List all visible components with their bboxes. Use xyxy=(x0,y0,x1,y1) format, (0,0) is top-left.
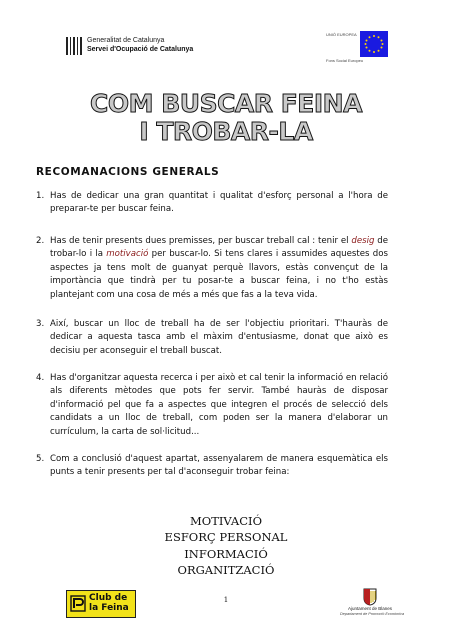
list-item-text: Has de tenir presents dues premisses, per buscar treball cal : tenir el desig de trobar-lo i la motivació per buscar-lo. Si tens clares i assumides aquestes dos aspectes ja tens molt de guanyat perquè llavors, estàs convençut de la importància que tindrà per tu posar-te a buscar feina, i no t'ho estàs plantejant com una cosa de més a més que fas a la teva vida. xyxy=(50,236,388,300)
list-item-number: 4. xyxy=(36,373,45,383)
keyword-informacio: INFORMACIÓ xyxy=(184,547,268,561)
list-item-number: 3. xyxy=(36,319,45,329)
eu-label: UNIÓ EUROPEA xyxy=(326,32,357,37)
ajuntament-blanes-logo xyxy=(340,588,405,628)
generalitat-bars-icon xyxy=(66,37,82,55)
emphasis-motivacio: motivació xyxy=(106,249,149,260)
emphasis-desig: desig xyxy=(351,236,375,246)
list-item-text: Així, buscar un lloc de treball ha de ser l'objectiu prioritari. T'hauràs de dedicar a aquesta tasca amb el màxim d'entusiasme, donat que això es decisiu per aconseguir el treball buscat. xyxy=(50,319,388,356)
club-line-2: la Feina xyxy=(89,603,129,613)
club-de-la-feina-logo xyxy=(66,590,136,618)
list-item-number: 1. xyxy=(36,191,45,201)
servei-ocupacio-name: Servei d'Ocupació de Catalunya xyxy=(87,46,194,53)
municipal-shield-icon xyxy=(363,588,377,606)
list-item-number: 2. xyxy=(36,236,45,246)
keyword-motivacio: MOTIVACIÓ xyxy=(189,514,262,528)
list-item-number: 5. xyxy=(36,454,45,464)
department-name: Departament de Promoció Econòmica xyxy=(340,612,405,616)
club-logo-icon xyxy=(70,595,86,612)
keyword-esforc-personal: ESFORÇ PERSONAL xyxy=(164,530,288,544)
ajuntament-name: Ajuntament de Blanes xyxy=(347,606,393,611)
list-item-text: Has de dedicar una gran quantitat i qualitat d'esforç personal a l'hora de preparar-te per buscar feina. xyxy=(50,191,388,215)
list-item-text: Com a conclusió d'aquest apartat, assenyalarem de manera esquemàtica els punts a tenir presents per tal d'aconseguir trobar feina: xyxy=(50,454,388,478)
keyword-organitzacio: ORGANITZACIÓ xyxy=(177,563,275,577)
eu-fund-label: Fons Social Europeu xyxy=(326,58,364,63)
generalitat-name: Generalitat de Catalunya xyxy=(87,37,165,44)
eu-flag-icon xyxy=(360,31,388,57)
page-number: 1 xyxy=(223,596,229,604)
section-heading: RECOMANACIONS GENERALS xyxy=(36,166,220,178)
generalitat-logo xyxy=(66,36,196,58)
club-line-1: Club de xyxy=(89,593,128,603)
document-title-line-2: I TROBAR-LA xyxy=(139,117,313,146)
document-title-line-1: COM BUSCAR FEINA xyxy=(90,89,362,118)
list-item-text: Has d'organitzar aquesta recerca i per això et cal tenir la informació en relació als diferents mètodes que pots fer servir. També hauràs de disposar d'informació pel que fa a aspectes que integren el procés de selecció dels candidats a un lloc de treball, com poden ser la manera d'elaborar un currículum, la carta de sol·licitud... xyxy=(50,373,388,437)
